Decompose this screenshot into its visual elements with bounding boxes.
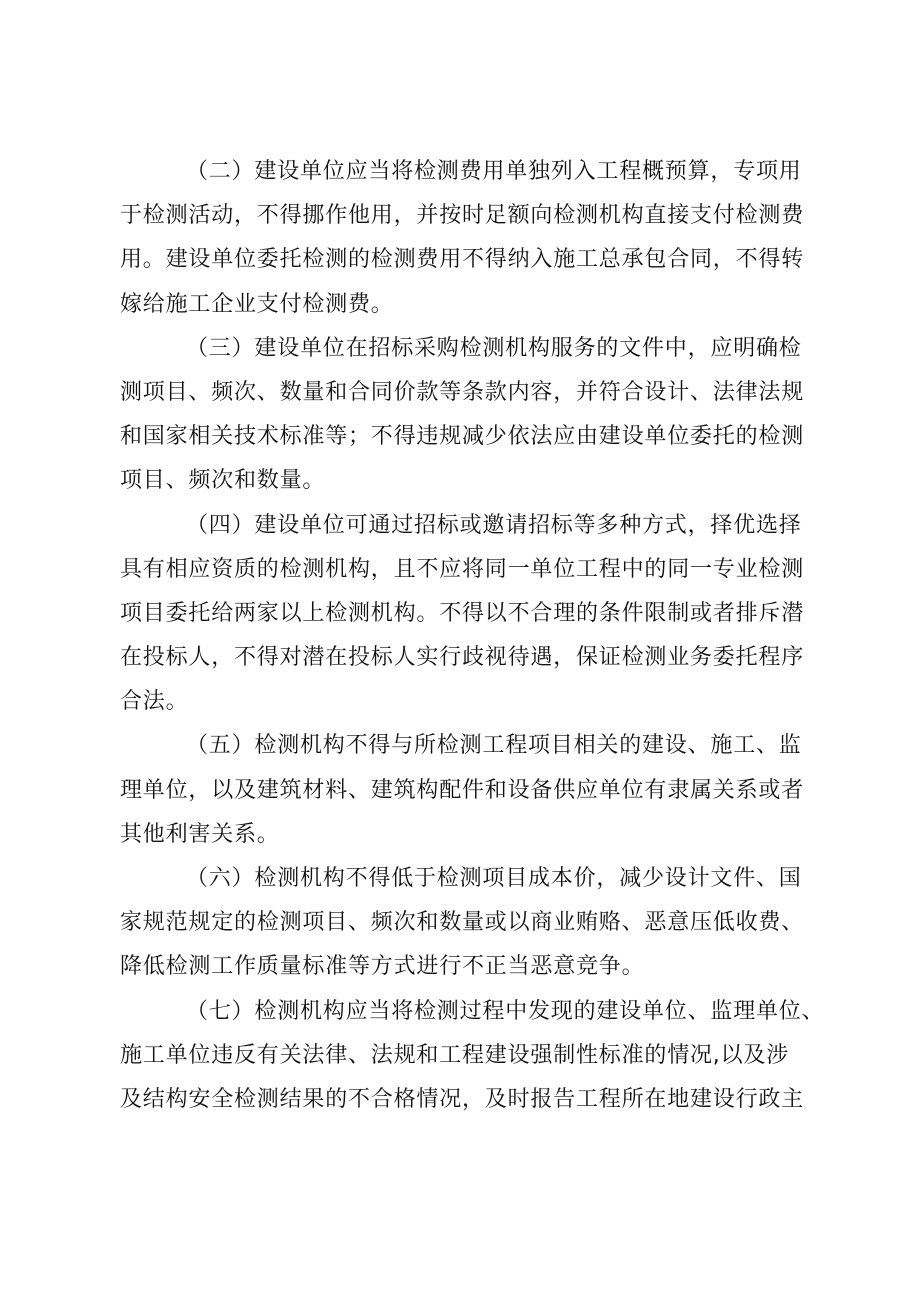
paragraph-line: 施工单位违反有关法律、法规和工程建设强制性标准的情况,以及涉: [120, 1042, 789, 1068]
paragraph-line: 嫁给施工企业支付检测费。: [120, 291, 394, 317]
paragraph-line: 测项目、频次、数量和合同价款等条款内容，并符合设计、法律法规: [120, 379, 805, 405]
paragraph-3: [120, 331, 810, 500]
paragraph-line: 项目、频次和数量。: [120, 468, 326, 494]
paragraph-line: 其他利害关系。: [120, 821, 280, 847]
paragraph-line: 家规范规定的检测项目、频次和数量或以商业贿赂、恶意压低收费、: [120, 910, 805, 936]
paragraph-2: [120, 154, 810, 323]
paragraph-line: 降低检测工作质量标准等方式进行不正当恶意竞争。: [120, 954, 645, 980]
paragraph-line: 具有相应资质的检测机构，且不应将同一单位工程中的同一专业检测: [120, 556, 805, 582]
paragraph-line: 理单位，以及建筑材料、建筑构配件和设备供应单位有隶属关系或者: [120, 777, 805, 803]
paragraph-line: 项目委托给两家以上检测机构。不得以不合理的条件限制或者排斥潜: [120, 600, 805, 626]
paragraph-line: （七）检测机构应当将检测过程中发现的建设单位、监理单位、: [186, 998, 825, 1024]
paragraph-line: 和国家相关技术标准等；不得违规减少依法应由建设单位委托的检测: [120, 424, 805, 450]
document-body: [120, 154, 825, 1126]
paragraph-line: （二）建设单位应当将检测费用单独列入工程概预算，专项用: [186, 159, 802, 184]
paragraph-line: 在投标人，不得对潜在投标人实行歧视待遇，保证检测业务委托程序: [120, 645, 805, 671]
paragraph-line: 用。建设单位委托检测的检测费用不得纳入施工总承包合同，不得转: [120, 247, 805, 273]
paragraph-line: （五）检测机构不得与所检测工程项目相关的建设、施工、监: [186, 733, 802, 759]
paragraph-4: [120, 508, 810, 721]
paragraph-5: [120, 728, 810, 852]
paragraph-line: （六）检测机构不得低于检测项目成本价，减少设计文件、国: [186, 866, 802, 891]
paragraph-line: 及结构安全检测结果的不合格情况，及时报告工程所在地建设行政主: [120, 1086, 805, 1112]
paragraph-line: 合法。: [120, 689, 189, 715]
paragraph-line: （三）建设单位在招标采购检测机构服务的文件中，应明确检: [186, 335, 802, 361]
paragraph-line: （四）建设单位可通过招标或邀请招标等多种方式，择优选择: [186, 512, 802, 538]
paragraph-line: 于检测活动，不得挪作他用，并按时足额向检测机构直接支付检测费: [120, 203, 805, 229]
paragraph-7: [120, 994, 825, 1118]
paragraph-6: [120, 861, 810, 985]
